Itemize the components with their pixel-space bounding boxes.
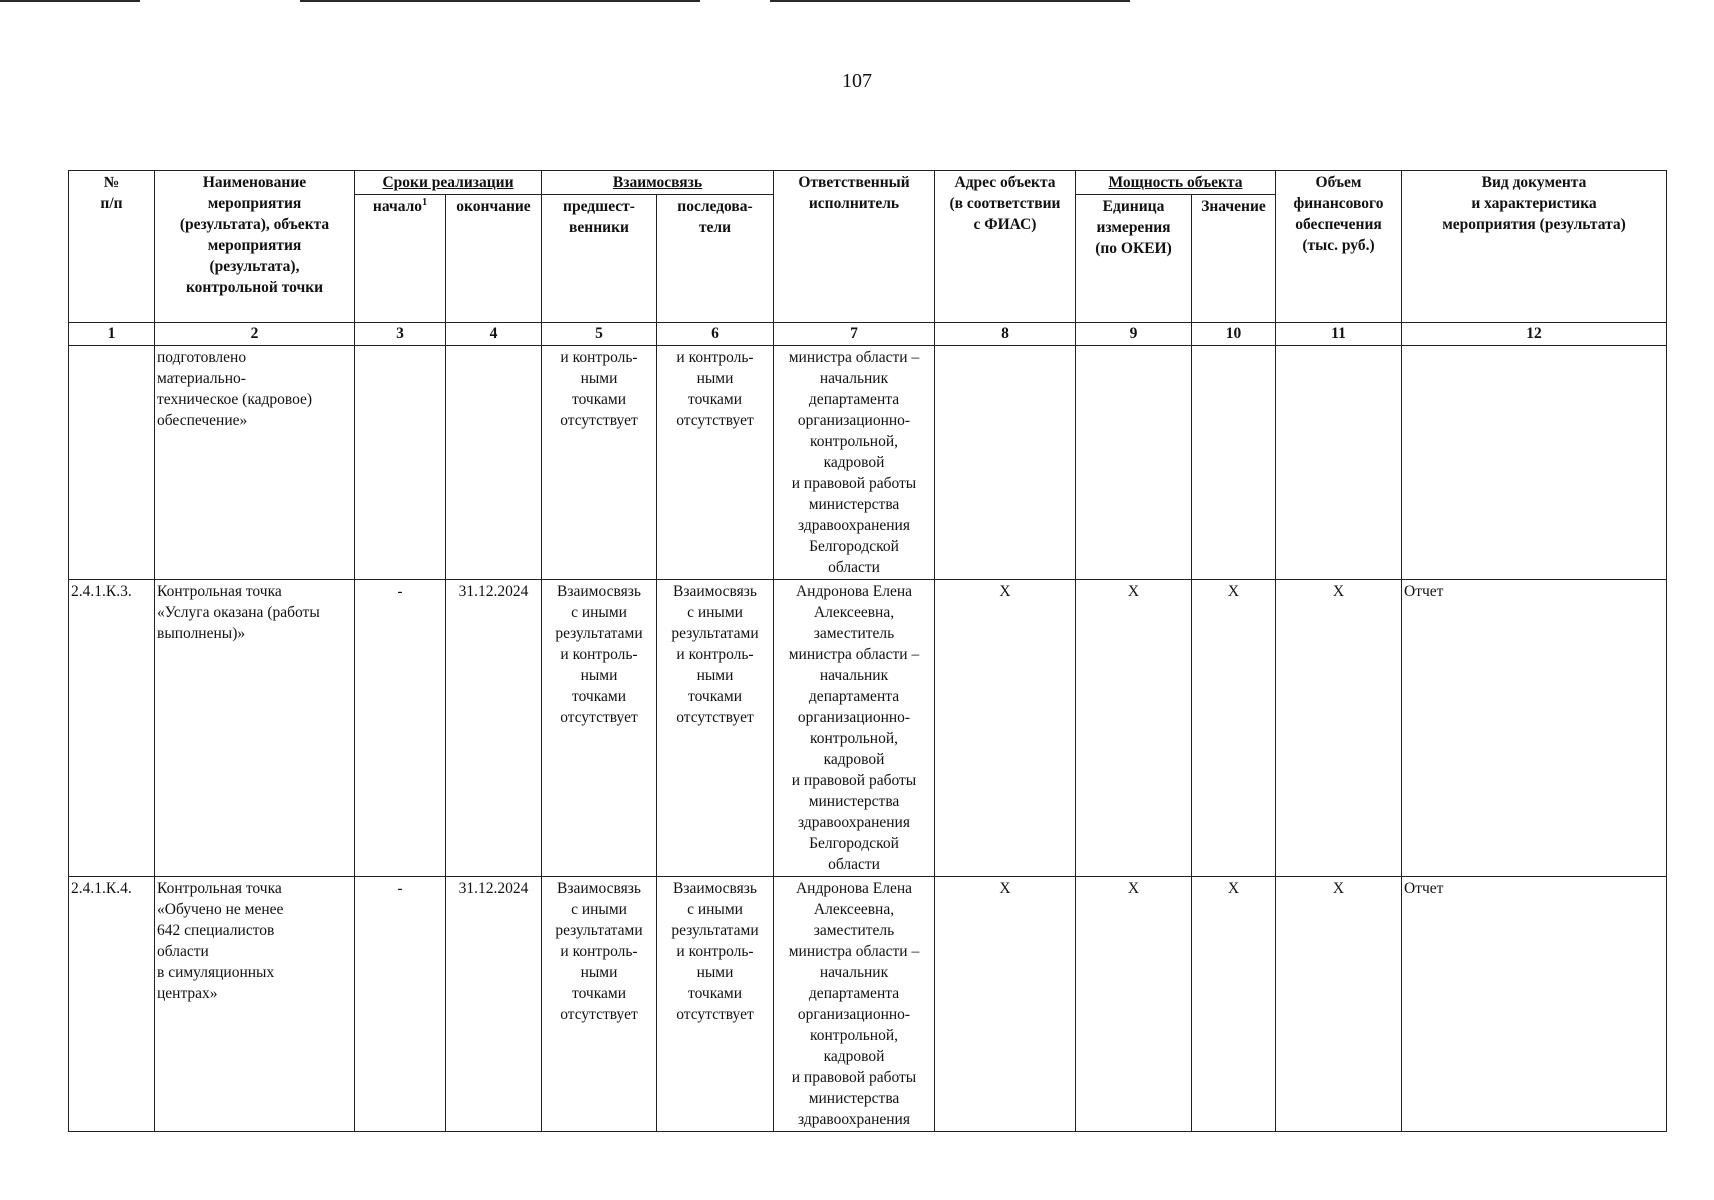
table-row — [69, 346, 1667, 580]
cell-value: X — [1192, 580, 1276, 877]
cell-doc-type — [1402, 346, 1667, 580]
header-unit: Единица измерения (по ОКЕИ) — [1076, 195, 1192, 323]
cell-value: X — [1192, 877, 1276, 1132]
cell-financing: X — [1276, 877, 1402, 1132]
cell-unit — [1076, 346, 1192, 580]
header-end: окончание — [446, 195, 542, 323]
cell-predecessors: Взаимосвязь с иными результатами и контроль- ными точками отсутствует — [542, 580, 657, 877]
cell-no: 2.4.1.К.3. — [69, 580, 155, 877]
cell-no: 2.4.1.К.4. — [69, 877, 155, 1132]
header-start — [355, 195, 446, 323]
header-name: Наименование мероприятия (результата), объекта мероприятия (результата), контрольной точки — [155, 171, 355, 323]
header-start-footnote: 1 — [422, 196, 428, 208]
header-address: Адрес объекта (в соответствии с ФИАС) — [935, 171, 1076, 323]
cell-predecessors: Взаимосвязь с иными результатами и контроль- ными точками отсутствует — [542, 877, 657, 1132]
cell-value — [1192, 346, 1276, 580]
cell-name: Контрольная точка «Обучено не менее 642 специалистов области в симуляционных центрах» — [155, 877, 355, 1132]
cell-financing — [1276, 346, 1402, 580]
cell-unit: X — [1076, 877, 1192, 1132]
cell-successors: и контроль- ными точками отсутствует — [657, 346, 774, 580]
cell-successors: Взаимосвязь с иными результатами и контроль- ными точками отсутствует — [657, 580, 774, 877]
scan-artifact-line — [0, 0, 140, 2]
cell-doc-type: Отчет — [1402, 877, 1667, 1132]
cell-no — [69, 346, 155, 580]
column-number: 11 — [1276, 323, 1402, 346]
page-number: 107 — [842, 70, 872, 92]
cell-end: 31.12.2024 — [446, 877, 542, 1132]
cell-end — [446, 346, 542, 580]
header-start-label: начало — [372, 198, 423, 215]
cell-end: 31.12.2024 — [446, 580, 542, 877]
table-row — [69, 877, 1667, 1132]
cell-address: X — [935, 580, 1076, 877]
cell-responsible: министра области – начальник департамента организационно- контрольной, кадровой и правовой работы министерства здравоохранения Белгородской области — [774, 346, 935, 580]
cell-name: подготовлено материально- техническое (кадровое) обеспечение» — [155, 346, 355, 580]
table-row — [69, 580, 1667, 877]
header-row-1 — [69, 171, 1667, 195]
cell-financing: X — [1276, 580, 1402, 877]
header-terms: Сроки реализации — [355, 171, 542, 195]
events-table — [68, 170, 1667, 1132]
scan-artifact-line — [300, 0, 700, 2]
column-number: 6 — [657, 323, 774, 346]
column-number: 1 — [69, 323, 155, 346]
column-number: 9 — [1076, 323, 1192, 346]
cell-address: X — [935, 877, 1076, 1132]
header-capacity: Мощность объекта — [1076, 171, 1276, 195]
cell-successors: Взаимосвязь с иными результатами и контроль- ными точками отсутствует — [657, 877, 774, 1132]
column-number: 7 — [774, 323, 935, 346]
header-responsible: Ответственный исполнитель — [774, 171, 935, 323]
column-number-row — [69, 323, 1667, 346]
header-doc-type: Вид документа и характеристика мероприятия (результата) — [1402, 171, 1667, 323]
cell-unit: X — [1076, 580, 1192, 877]
header-value: Значение — [1192, 195, 1276, 323]
cell-responsible: Андронова Елена Алексеевна, заместитель министра области – начальник департамента организационно- контрольной, кадровой и правовой работы министерства здравоохранения Белгородской области — [774, 580, 935, 877]
cell-doc-type: Отчет — [1402, 580, 1667, 877]
cell-predecessors: и контроль- ными точками отсутствует — [542, 346, 657, 580]
cell-start: - — [355, 580, 446, 877]
column-number: 5 — [542, 323, 657, 346]
header-relation: Взаимосвязь — [542, 171, 774, 195]
header-successors: последова- тели — [657, 195, 774, 323]
cell-responsible: Андронова Елена Алексеевна, заместитель министра области – начальник департамента организационно- контрольной, кадровой и правовой работы министерства здравоохранения — [774, 877, 935, 1132]
column-number: 8 — [935, 323, 1076, 346]
column-number: 12 — [1402, 323, 1667, 346]
cell-name: Контрольная точка «Услуга оказана (работы выполнены)» — [155, 580, 355, 877]
column-number: 3 — [355, 323, 446, 346]
column-number: 4 — [446, 323, 542, 346]
header-financing: Объем финансового обеспечения (тыс. руб.) — [1276, 171, 1402, 323]
cell-address — [935, 346, 1076, 580]
header-no: № п/п — [69, 171, 155, 323]
cell-start — [355, 346, 446, 580]
column-number: 2 — [155, 323, 355, 346]
column-number: 10 — [1192, 323, 1276, 346]
header-predecessors: предшест- венники — [542, 195, 657, 323]
scan-artifact-line — [770, 0, 1130, 2]
cell-start: - — [355, 877, 446, 1132]
